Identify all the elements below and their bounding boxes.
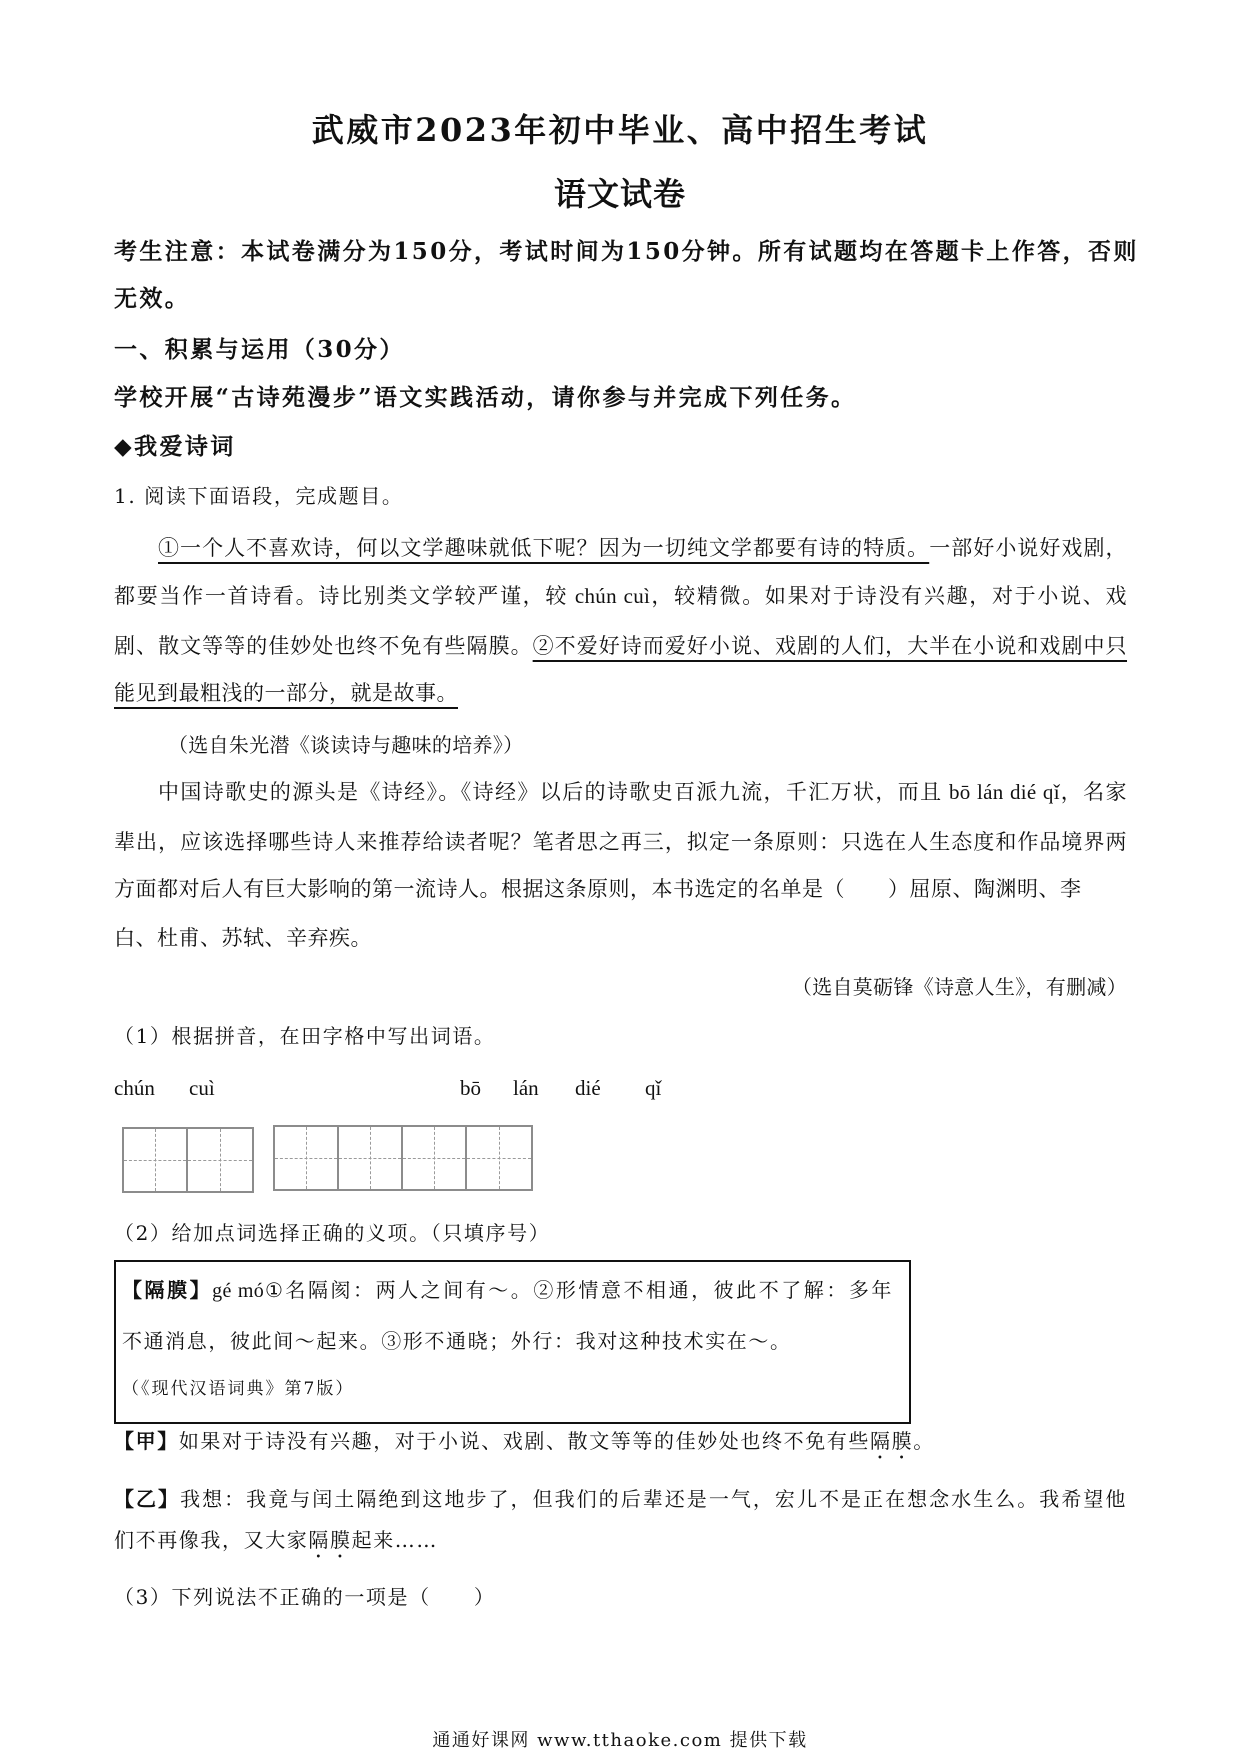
- inline-pinyin-chuncui: chún cuì: [568, 584, 651, 608]
- section-heading: 一、积累与运用（30分）: [114, 336, 405, 363]
- underlined-sentence-2-cont: 能见到最粗浅的一部分，就是故事。: [114, 681, 458, 705]
- passage-text: ，名家: [1059, 780, 1128, 804]
- question-1-prompt: 1. 阅读下面语段，完成题目。: [114, 484, 404, 508]
- passage-b-line-2: 辈出，应该选择哪些诗人来推荐给读者呢？笔者思之再三，拟定一条原则：只选在人生态度和作品境界两: [114, 830, 1127, 854]
- passage-b-line-3: 方面都对后人有巨大影响的第一流诗人。根据这条原则，本书选定的名单是（ ）屈原、陶渊明、李: [114, 877, 1082, 901]
- underlined-sentence-1: ①一个人不喜欢诗，何以文学趣味就低下呢？因为一切纯文学都要有诗的特质。: [158, 536, 930, 560]
- example-text: 我想：我竟与闰土隔绝到这地步了，但我们的后辈还是一气，宏儿不是正在想念水生么。我希望他: [180, 1487, 1127, 1511]
- pinyin-syllable: chún: [114, 1076, 155, 1100]
- dotted-word: 隔膜: [870, 1429, 914, 1453]
- passage-a-line-4: [114, 673, 458, 713]
- sub-question-3-prompt: （3）下列说法不正确的一项是（ ）: [114, 1585, 496, 1609]
- pinyin-syllable: bō: [460, 1076, 481, 1100]
- passage-text: 剧、散文等等的佳妙处也终不免有些隔膜。: [114, 634, 533, 658]
- passage-text: 都要当作一首诗看。诗比别类文学较严谨，较: [114, 584, 569, 608]
- passage-text: 中国诗歌史的源头是《诗经》。《诗经》以后的诗歌史百派九流，千汇万状，而且: [158, 780, 943, 804]
- sub-question-2-prompt: （2）给加点词选择正确的义项。（只填序号）: [114, 1221, 551, 1245]
- example-yi-line-2: [114, 1520, 438, 1563]
- tianzige-cell: [124, 1129, 188, 1191]
- passage-text: ，较精微。如果对于诗没有兴趣，对于小说、戏: [650, 584, 1128, 608]
- pinyin-syllable: lán: [513, 1076, 539, 1100]
- tianzige-cell: [467, 1127, 531, 1189]
- example-label: 【甲】: [114, 1429, 179, 1453]
- activity-intro: 学校开展“古诗苑漫步”语文实践活动，请你参与并完成下列任务。: [114, 384, 857, 411]
- pinyin-syllable: cuì: [189, 1076, 215, 1100]
- pinyin-syllable: dié: [575, 1076, 601, 1100]
- passage-a-line-1: [114, 528, 1127, 568]
- tianzige-cell: [403, 1127, 467, 1189]
- example-jia: [114, 1421, 935, 1464]
- passage-a-line-3: [114, 626, 1127, 666]
- dictionary-pinyin: gé mó: [212, 1280, 265, 1302]
- sub-question-1-prompt: （1）根据拼音，在田字格中写出词语。: [114, 1024, 496, 1048]
- dictionary-definition: ①名隔阂：两人之间有～。②形情意不相通，彼此不了解：多年: [264, 1278, 893, 1302]
- example-label: 【乙】: [114, 1487, 181, 1511]
- passage-b-line-1: [114, 772, 1127, 812]
- page-subtitle: 语文试卷: [553, 175, 686, 213]
- passage-a-source: （选自朱光潜《谈读诗与趣味的培养》）: [168, 733, 524, 757]
- page-footer: 通通好课网 www.tthaoke.com 提供下载: [432, 1730, 808, 1751]
- passage-a-line-2: [114, 576, 1127, 616]
- dictionary-source: （《现代汉语词典》第7版）: [122, 1379, 355, 1399]
- pinyin-syllable: qǐ: [645, 1076, 662, 1100]
- inline-pinyin-bolandieqi: bō lán dié qǐ: [942, 780, 1060, 804]
- dictionary-line-1: [122, 1272, 893, 1309]
- passage-text: 一部好小说好戏剧，: [929, 536, 1127, 560]
- dictionary-headword: 【隔膜】: [122, 1278, 213, 1302]
- tianzige-grid-word-2: [273, 1125, 533, 1191]
- tianzige-cell: [339, 1127, 403, 1189]
- topic-heading: ◆我爱诗词: [114, 433, 236, 460]
- dotted-word: 隔膜: [308, 1528, 352, 1552]
- page-title: 武威市2023年初中毕业、高中招生考试: [311, 111, 929, 149]
- underlined-sentence-2: ②不爱好诗而爱好小说、戏剧的人们，大半在小说和戏剧中只: [532, 634, 1128, 658]
- exam-notice-line-2: 无效。: [114, 285, 191, 312]
- tianzige-cell: [275, 1127, 339, 1189]
- dictionary-entry-box: [114, 1260, 911, 1424]
- passage-b-source: （选自莫砺锋《诗意人生》，有删减）: [791, 975, 1127, 999]
- tianzige-grid-word-1: [122, 1127, 254, 1193]
- example-text: 起来……: [351, 1528, 439, 1552]
- dictionary-line-2: 不通消息，彼此间～起来。③形不通晓；外行：我对这种技术实在～。: [122, 1329, 792, 1353]
- passage-b-line-4: 白、杜甫、苏轼、辛弃疾。: [114, 926, 372, 950]
- example-text: 们不再像我，又大家: [114, 1528, 309, 1552]
- example-text: 。: [913, 1429, 935, 1453]
- exam-notice-line-1: 考生注意：本试卷满分为150分，考试时间为150分钟。所有试题均在答题卡上作答，否则: [114, 238, 1139, 265]
- tianzige-cell: [188, 1129, 252, 1191]
- example-text: 如果对于诗没有兴趣，对于小说、戏剧、散文等等的佳妙处也终不免有些: [178, 1429, 871, 1453]
- example-yi-line-1: [114, 1479, 1127, 1519]
